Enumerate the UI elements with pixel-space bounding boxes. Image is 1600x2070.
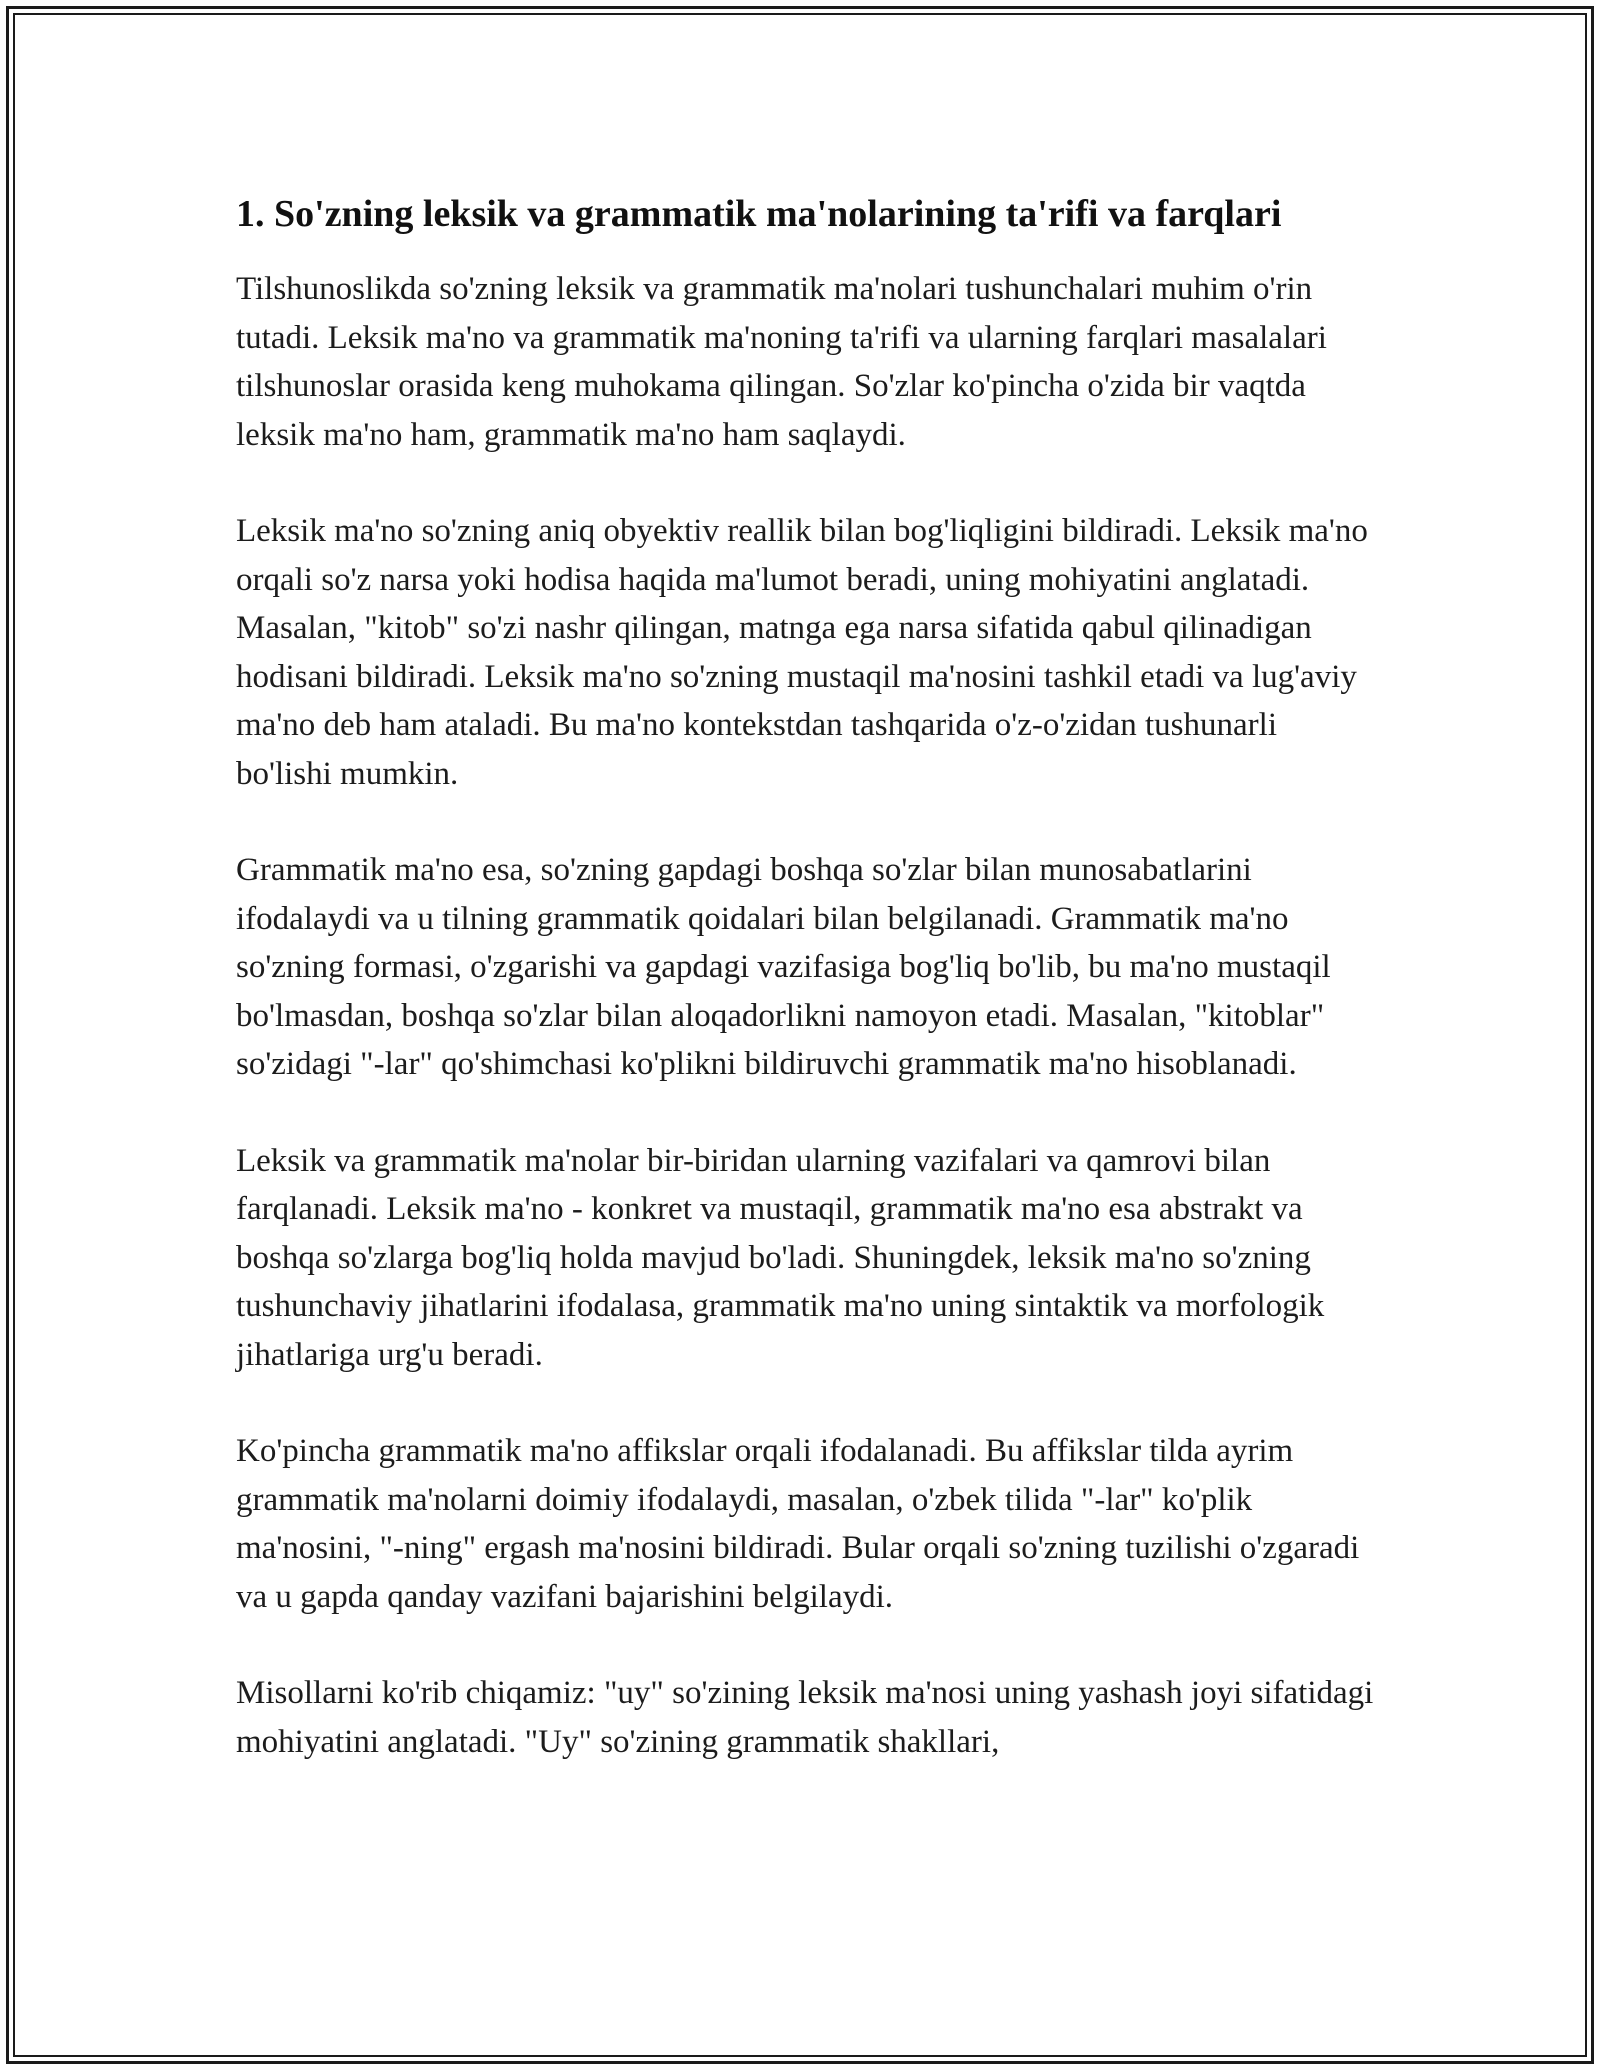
paragraph-1: Tilshunoslikda so'zning leksik va grammatik ma'nolari tushunchalari muhim o'rin tutadi. Leksik ma'no va grammatik ma'noning ta'rifi va ularning farqlari masalalari tilshunoslar orasida keng muhokama qilingan. So'zlar ko'pincha o'zida bir vaqtda leksik ma'no ham, grammatik ma'no ham saqlaydi. (236, 271, 1327, 453)
document-body (236, 187, 1376, 1814)
paragraph-6: Misollarni ko'rib chiqamiz: "uy" so'zining leksik ma'nosi uning yashash joyi sifatidagi mohiyatini anglatadi. "Uy" so'zining grammatik shakllari, (236, 1675, 1374, 1760)
section-heading: 1. So'zning leksik va grammatik ma'nolarining ta'rifi va farqlari (236, 193, 1282, 235)
paragraph-5: Ko'pincha grammatik ma'no affikslar orqali ifodalanadi. Bu affikslar tilda ayrim grammatik ma'nolarni doimiy ifodalaydi, masalan, o'zbek tilida "-lar" ko'plik ma'nosini, "-ning" ergash ma'nosini bildiradi. Bular orqali so'zning tuzilishi o'zgaradi va u gapda qanday vazifani bajarishini belgilaydi. (236, 1433, 1360, 1615)
paragraph-3: Grammatik ma'no esa, so'zning gapdagi boshqa so'zlar bilan munosabatlarini ifodalaydi va u tilning grammatik qoidalari bilan belgilanadi. Grammatik ma'no so'zning formasi, o'zgarishi va gapdagi vazifasiga bog'liq bo'lib, bu ma'no mustaqil bo'lmasdan, boshqa so'zlar bilan aloqadorlikni namoyon etadi. Masalan, "kitoblar" so'zidagi "-lar" qo'shimchasi ko'plikni bildiruvchi grammatik ma'no hisoblanadi. (236, 852, 1331, 1082)
paragraph-2: Leksik ma'no so'zning aniq obyektiv reallik bilan bog'liqligini bildiradi. Leksik ma'no orqali so'z narsa yoki hodisa haqida ma'lumot beradi, uning mohiyatini anglatadi. Masalan, "kitob" so'zi nashr qilingan, matnga ega narsa sifatida qabul qilinadigan hodisani bildiradi. Leksik ma'no so'zning mustaqil ma'nosini tashkil etadi va lug'aviy ma'no deb ham ataladi. Bu ma'no kontekstdan tashqarida o'z-o'zidan tushunarli bo'lishi mumkin. (236, 513, 1368, 792)
paragraph-4: Leksik va grammatik ma'nolar bir-biridan ularning vazifalari va qamrovi bilan farqlanadi. Leksik ma'no - konkret va mustaqil, grammatik ma'no esa abstrakt va boshqa so'zlarga bog'liq holda mavjud bo'ladi. Shuningdek, leksik ma'no so'zning tushunchaviy jihatlarini ifodalasa, grammatik ma'no uning sintaktik va morfologik jihatlariga urg'u beradi. (236, 1142, 1325, 1373)
